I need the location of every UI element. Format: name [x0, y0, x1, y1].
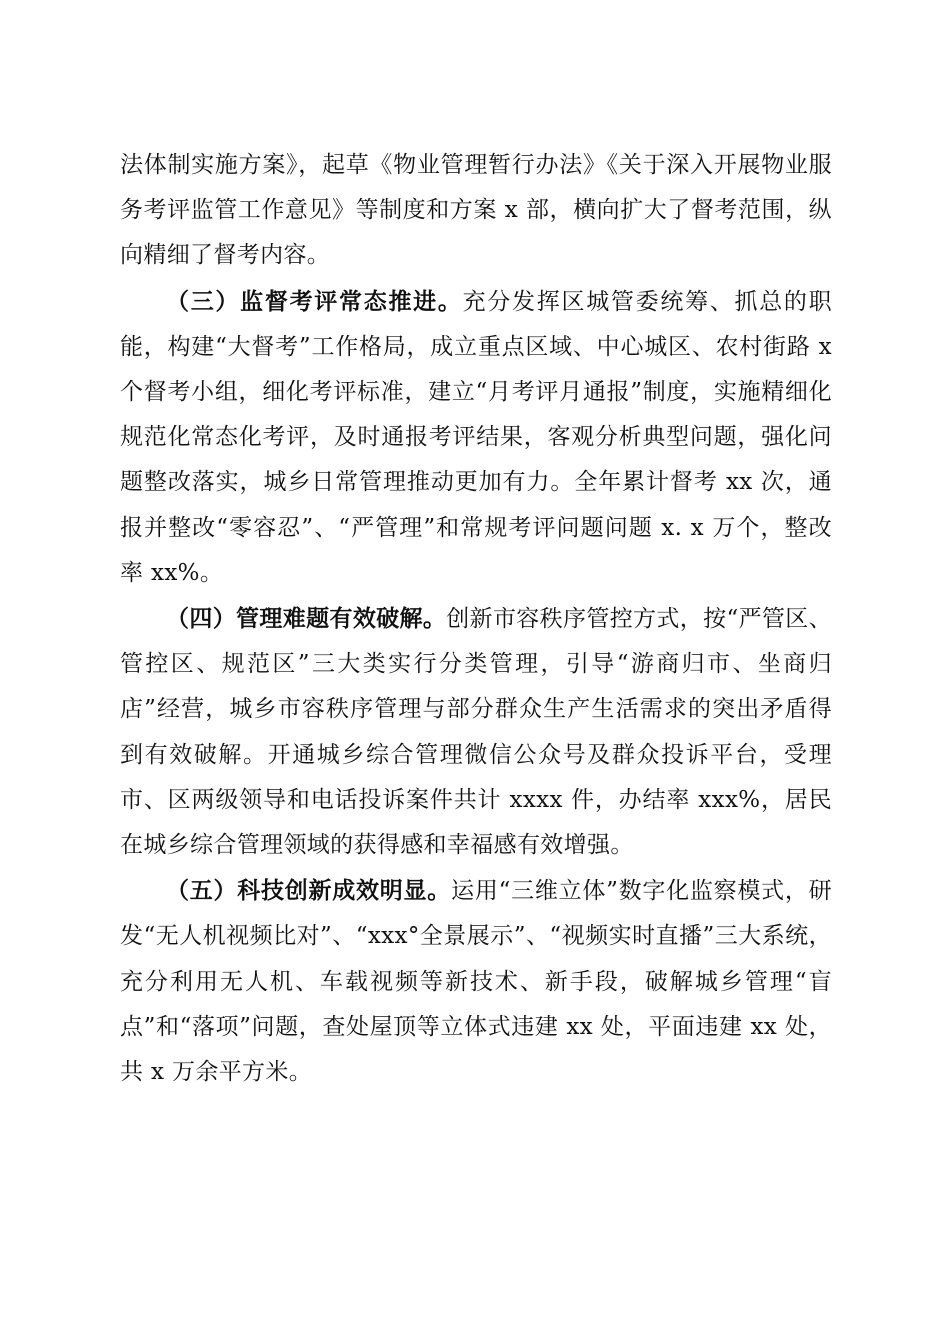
paragraph-tech-innovation: [120, 868, 832, 1095]
document-body: [120, 143, 832, 1095]
paragraph-management-problems: [120, 596, 832, 868]
paragraph-continuation: [120, 143, 832, 279]
paragraph-heading: （三）监督考评常态推进。: [166, 287, 463, 315]
paragraph-body: 法体制实施方案》，起草《物业管理暂行办法》《关于深入开展物业服务考评监管工作意见》等制度和方案 x 部，横向扩大了督考范围，纵向精细了督考内容。: [120, 152, 832, 269]
paragraph-body: 创新市容秩序管控方式，按“严管区、管控区、规范区”三大类实行分类管理，引导“游商归市、坐商归店”经营，城乡市容秩序管理与部分群众生产生活需求的突出矛盾得到有效破解。开通城乡综合管理微信公众号及群众投诉平台，受理市、区两级领导和电话投诉案件共计 xxxx 件，办结率 xxx%，居民在城乡综合管理领域的获得感和幸福感有效增强。: [120, 606, 832, 859]
paragraph-body: 充分发挥区城管委统筹、抓总的职能，构建“大督考”工作格局，成立重点区域、中心城区、农村街路 x 个督考小组，细化考评标准，建立“月考评月通报”制度，实施精细化规范化常态化考评，及时通报考评结果，客观分析典型问题，强化问题整改落实，城乡日常管理推动更加有力。全年累计督考 xx 次，通报并整改“零容忍”、“严管理”和常规考评问题问题 x. x 万个，整改率 xx%。: [120, 288, 832, 586]
paragraph-body: 运用“三维立体”数字化监察模式，研发“无人机视频比对”、“xxx°全景展示”、“视频实时直播”三大系统，充分利用无人机、车载视频等新技术、新手段，破解城乡管理“盲点”和“落项”问题，查处屋顶等立体式违建 xx 处，平面违建 xx 处，共 x 万余平方米。: [120, 878, 833, 1086]
paragraph-heading: （五）科技创新成效明显。: [166, 877, 452, 905]
paragraph-heading: （四）管理难题有效破解。: [166, 605, 447, 633]
paragraph-supervision-evaluation: [120, 279, 832, 596]
